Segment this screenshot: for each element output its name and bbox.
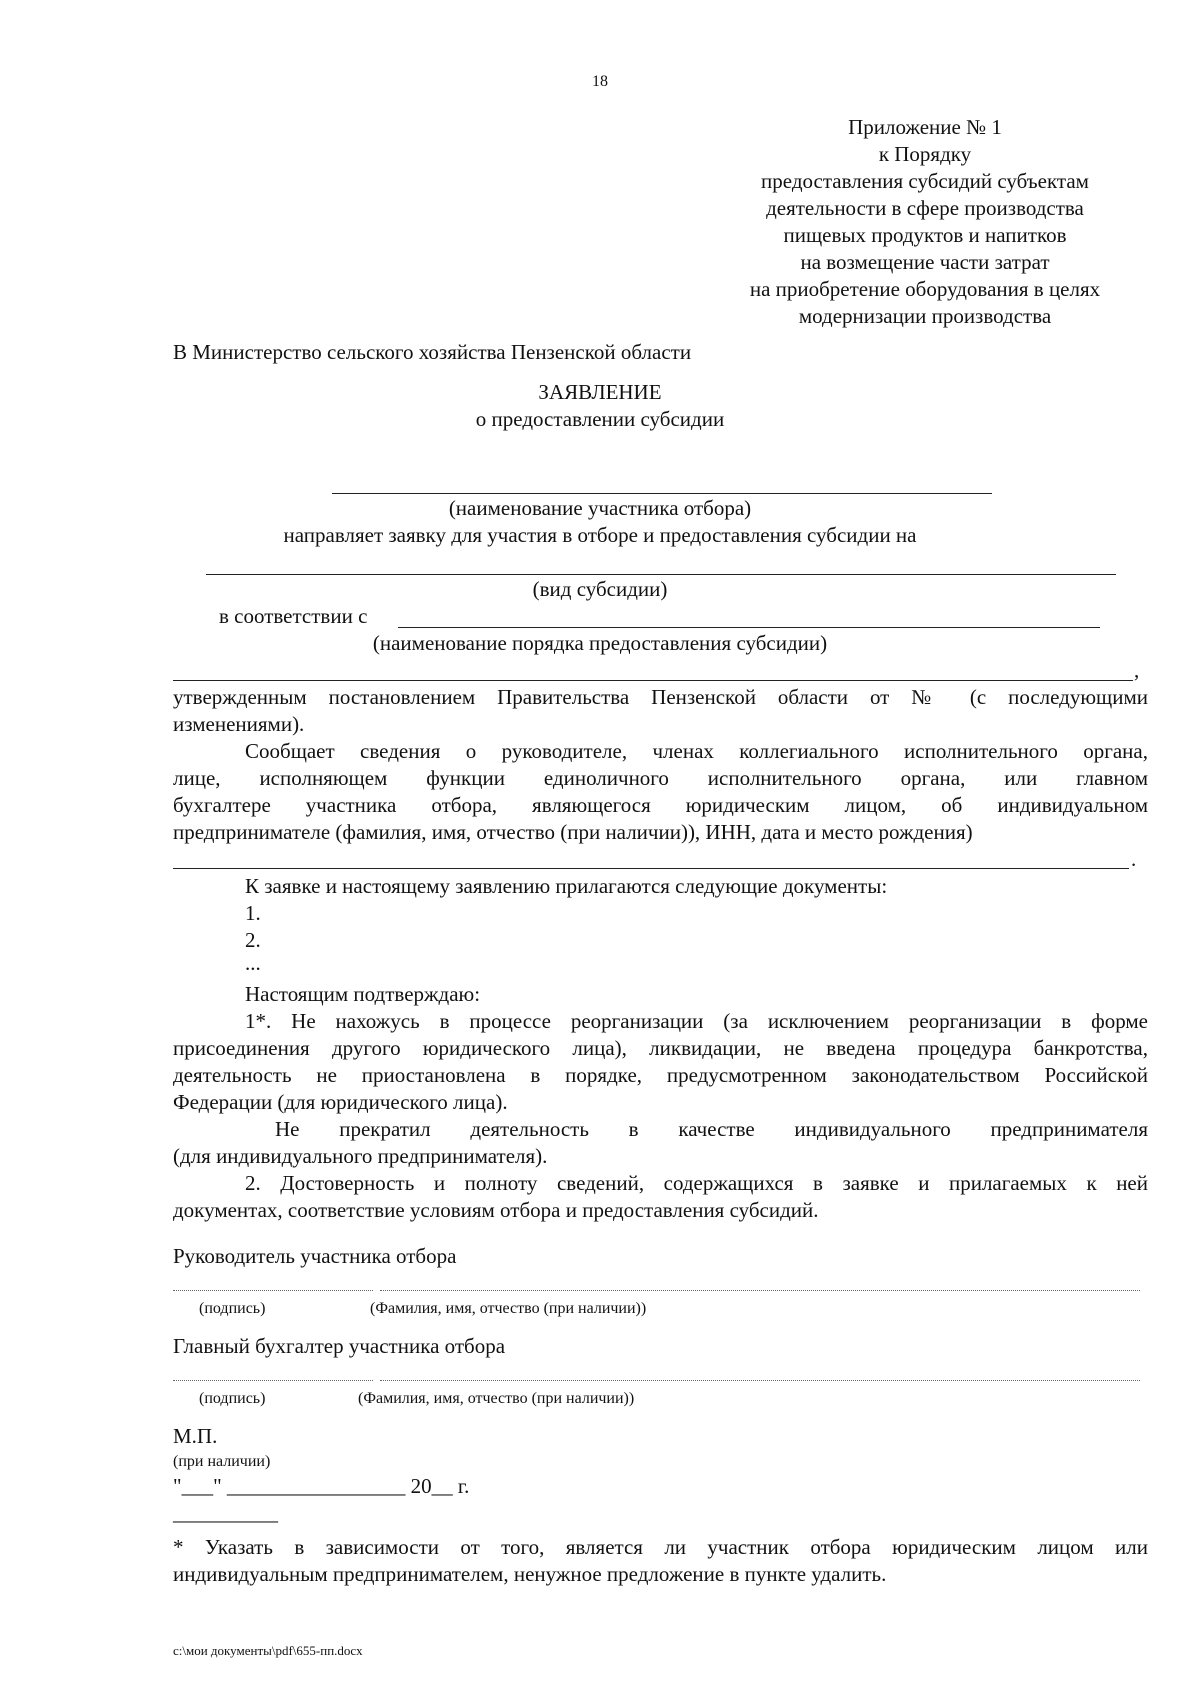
accountant-signature-caption: (подпись) [199, 1390, 266, 1407]
appendix-line: к Порядку [878, 142, 972, 166]
page-number: 18 [592, 73, 608, 90]
date-line: "___" _________________ 20__ г. [173, 1474, 470, 1498]
head-signature-line [173, 1290, 373, 1291]
comma: , [1134, 658, 1140, 682]
participant-name-line [332, 493, 992, 494]
footnote-separator: __________ [173, 1501, 278, 1525]
info-paragraph-line: Сообщает сведения о руководителе, членах коллегиального исполнительного органа, [245, 739, 1148, 763]
appendix-line: на приобретение оборудования в целях [749, 277, 1101, 301]
appendix-line: предоставления субсидий субъектам [761, 169, 1089, 193]
procedure-continuation-line [173, 680, 1133, 681]
appendix-line: деятельности в сфере производства [766, 196, 1084, 220]
stamp-note: (при наличии) [173, 1453, 271, 1470]
confirm2-line: документах, соответствие условиям отбора и предоставления субсидий. [173, 1198, 819, 1222]
head-fio-line [380, 1290, 1140, 1291]
confirm-intro: Настоящим подтверждаю: [245, 982, 481, 1006]
attachment-item: 2. [245, 928, 261, 952]
confirm1-line: деятельность не приостановлена в порядке, предусмотренном законодательством Российской [173, 1063, 1148, 1087]
confirm1-line: Федерации (для юридического лица). [173, 1090, 508, 1114]
participant-caption: (наименование участника отбора) [448, 496, 752, 520]
accordance-label: в соответствии с [219, 604, 368, 628]
procedure-line [398, 627, 1100, 628]
appendix-line: пищевых продуктов и напитков [783, 223, 1067, 247]
info-paragraph-line: лице, исполняющем функции единоличного исполнительного органа, или главном [173, 766, 1148, 790]
accountant-label: Главный бухгалтер участника отбора [173, 1334, 506, 1358]
applies-text: направляет заявку для участия в отборе и предоставления субсидии на [283, 523, 917, 547]
head-signature-caption: (подпись) [199, 1300, 266, 1317]
document-subtitle: о предоставлении субсидии [475, 407, 725, 431]
file-path: c:\мои документы\pdf\655-пп.docx [173, 1643, 363, 1658]
procedure-caption: (наименование порядка предоставления субсидии) [372, 631, 828, 655]
head-fio-caption: (Фамилия, имя, отчество (при наличии)) [370, 1300, 647, 1317]
info-paragraph-line: бухгалтере участника отбора, являющегося юридическим лицом, об индивидуальном [173, 793, 1148, 817]
appendix-line: на возмещение части затрат [800, 250, 1050, 274]
confirm-ip-line: (для индивидуального предпринимателя). [173, 1144, 548, 1168]
footnote-line: * Указать в зависимости от того, является ли участник отбора юридическим лицом или [173, 1535, 1148, 1559]
footnote-line: индивидуальным предпринимателем, ненужное предложение в пункте удалить. [173, 1562, 887, 1586]
appendix-line: Приложение № 1 [848, 115, 1002, 139]
head-label: Руководитель участника отбора [173, 1244, 457, 1268]
appendix-header [700, 114, 1150, 330]
subsidy-type-caption: (вид субсидии) [532, 577, 668, 601]
document-title: ЗАЯВЛЕНИЕ [538, 380, 662, 404]
accountant-signature-line [173, 1380, 373, 1381]
attachments-intro: К заявке и настоящему заявлению прилагаются следующие документы: [245, 874, 888, 898]
attachment-item: ... [245, 951, 261, 975]
approved-line: утвержденным постановлением Правительства Пензенской области от № (с последующими [173, 685, 1148, 709]
confirm2-line: 2. Достоверность и полноту сведений, содержащихся в заявке и прилагаемых к ней [245, 1171, 1148, 1195]
info-line [173, 868, 1129, 869]
confirm-ip-line: Не прекратил деятельность в качестве индивидуального предпринимателя [275, 1117, 1148, 1141]
attachment-item: 1. [245, 901, 261, 925]
accountant-fio-line [380, 1380, 1140, 1381]
confirm1-line: 1*. Не нахожусь в процессе реорганизации (за исключением реорганизации в форме [245, 1009, 1148, 1033]
info-paragraph-line: предпринимателе (фамилия, имя, отчество (при наличии)), ИНН, дата и место рождения) [173, 820, 973, 844]
approved-line-end: изменениями). [173, 712, 305, 736]
confirm1-line: присоединения другого юридического лица), ликвидации, не введена процедура банкротства, [173, 1036, 1148, 1060]
period: . [1131, 847, 1137, 871]
stamp-label: М.П. [173, 1424, 218, 1448]
addressee: В Министерство сельского хозяйства Пензенской области [173, 340, 692, 364]
subsidy-type-line [206, 574, 1116, 575]
accountant-fio-caption: (Фамилия, имя, отчество (при наличии)) [358, 1390, 635, 1407]
appendix-line: модернизации производства [798, 304, 1052, 328]
